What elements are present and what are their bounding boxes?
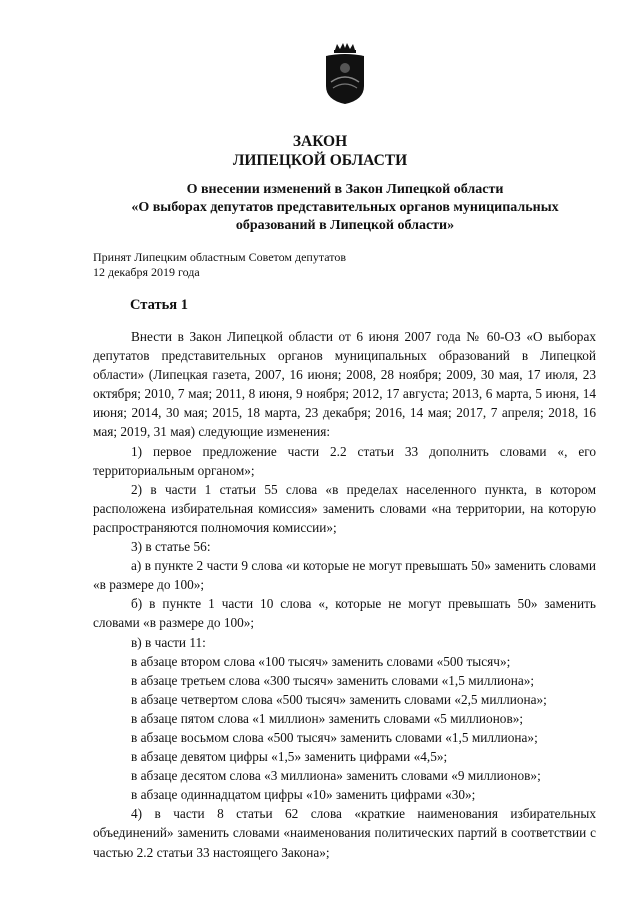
article-paragraph: в абзаце восьмом слова «500 тысяч» заменить словами «1,5 миллиона»; bbox=[131, 729, 538, 745]
law-title bbox=[0, 132, 640, 170]
law-subject bbox=[100, 181, 590, 235]
adoption-note bbox=[93, 250, 346, 280]
title-line-2: ЛИПЕЦКОЙ ОБЛАСТИ bbox=[232, 152, 408, 169]
article-paragraph: 1) первое предложение части 2.2 статьи 33 дополнить словами «, его территориальным органом»; bbox=[93, 443, 596, 478]
article-paragraph: в абзаце четвертом слова «500 тысяч» заменить словами «2,5 миллиона»; bbox=[131, 691, 547, 707]
title-line-1: ЗАКОН bbox=[292, 133, 348, 150]
article-paragraph: б) в пункте 1 части 10 слова «, которые не могут превышать 50» заменить словами «в размере до 100»; bbox=[93, 596, 596, 631]
coat-of-arms-emblem bbox=[321, 42, 369, 106]
article-paragraph: 4) в части 8 статьи 62 слова «краткие наименования избирательных объединений» заменить словами «наименования политических партий в соответствии с частью 2.2 статьи 33 настоящего Закона»; bbox=[93, 806, 596, 860]
article-paragraph: а) в пункте 2 части 9 слова «и которые не могут превышать 50» заменить словами «в размере до 100»; bbox=[93, 558, 596, 593]
article-paragraph: в абзаце пятом слова «1 миллион» заменить словами «5 миллионов»; bbox=[131, 710, 524, 726]
adoption-date: 12 декабря 2019 года bbox=[93, 265, 200, 279]
article-body bbox=[93, 327, 596, 862]
article-paragraph: в абзаце десятом слова «3 миллиона» заменить словами «9 миллионов»; bbox=[131, 768, 541, 784]
subject-line-1: О внесении изменений в Закон Липецкой области bbox=[186, 182, 504, 197]
article-paragraph: в) в части 11: bbox=[131, 634, 206, 650]
article-paragraph: в абзаце втором слова «100 тысяч» заменить словами «500 тысяч»; bbox=[131, 653, 511, 669]
article-paragraph: 2) в части 1 статьи 55 слова «в пределах населенного пункта, в котором расположена избирательная комиссия» заменить словами «на территории, на которую распространяются полномочия комиссии»; bbox=[93, 481, 596, 535]
article-paragraph: в абзаце третьем слова «300 тысяч» заменить словами «1,5 миллиона»; bbox=[131, 672, 535, 688]
article-paragraph: в абзаце одиннадцатом цифры «10» заменить цифрами «30»; bbox=[131, 787, 476, 803]
subject-line-3: образований в Липецкой области» bbox=[235, 218, 455, 233]
article-paragraph: 3) в статье 56: bbox=[131, 539, 211, 555]
article-paragraph: в абзаце девятом цифры «1,5» заменить цифрами «4,5»; bbox=[131, 749, 448, 765]
adoption-line-1: Принят Липецким областным Советом депутатов bbox=[93, 250, 347, 264]
subject-line-2: «О выборах депутатов представительных органов муниципальных bbox=[131, 200, 559, 215]
article-paragraph: Внести в Закон Липецкой области от 6 июня 2007 года № 60-ОЗ «О выборах депутатов представительных органов муниципальных образований в Липецкой области» (Липецкая газета, 2007, 16 июня; 2008, 28 ноября; 2009, 30 мая, 17 июля, 23 октября; 2010, 7 мая; 2011, 8 июня, 9 ноября; 2012, 17 августа; 2013, 6 марта, 5 июня, 14 июня; 2014, 30 мая; 2015, 18 марта, 23 декабря; 2016, 14 мая; 2017, 7 апреля; 2018, 16 мая; 2019, 31 мая) следующие изменения: bbox=[93, 329, 596, 440]
article-heading: Статья 1 bbox=[130, 297, 188, 313]
